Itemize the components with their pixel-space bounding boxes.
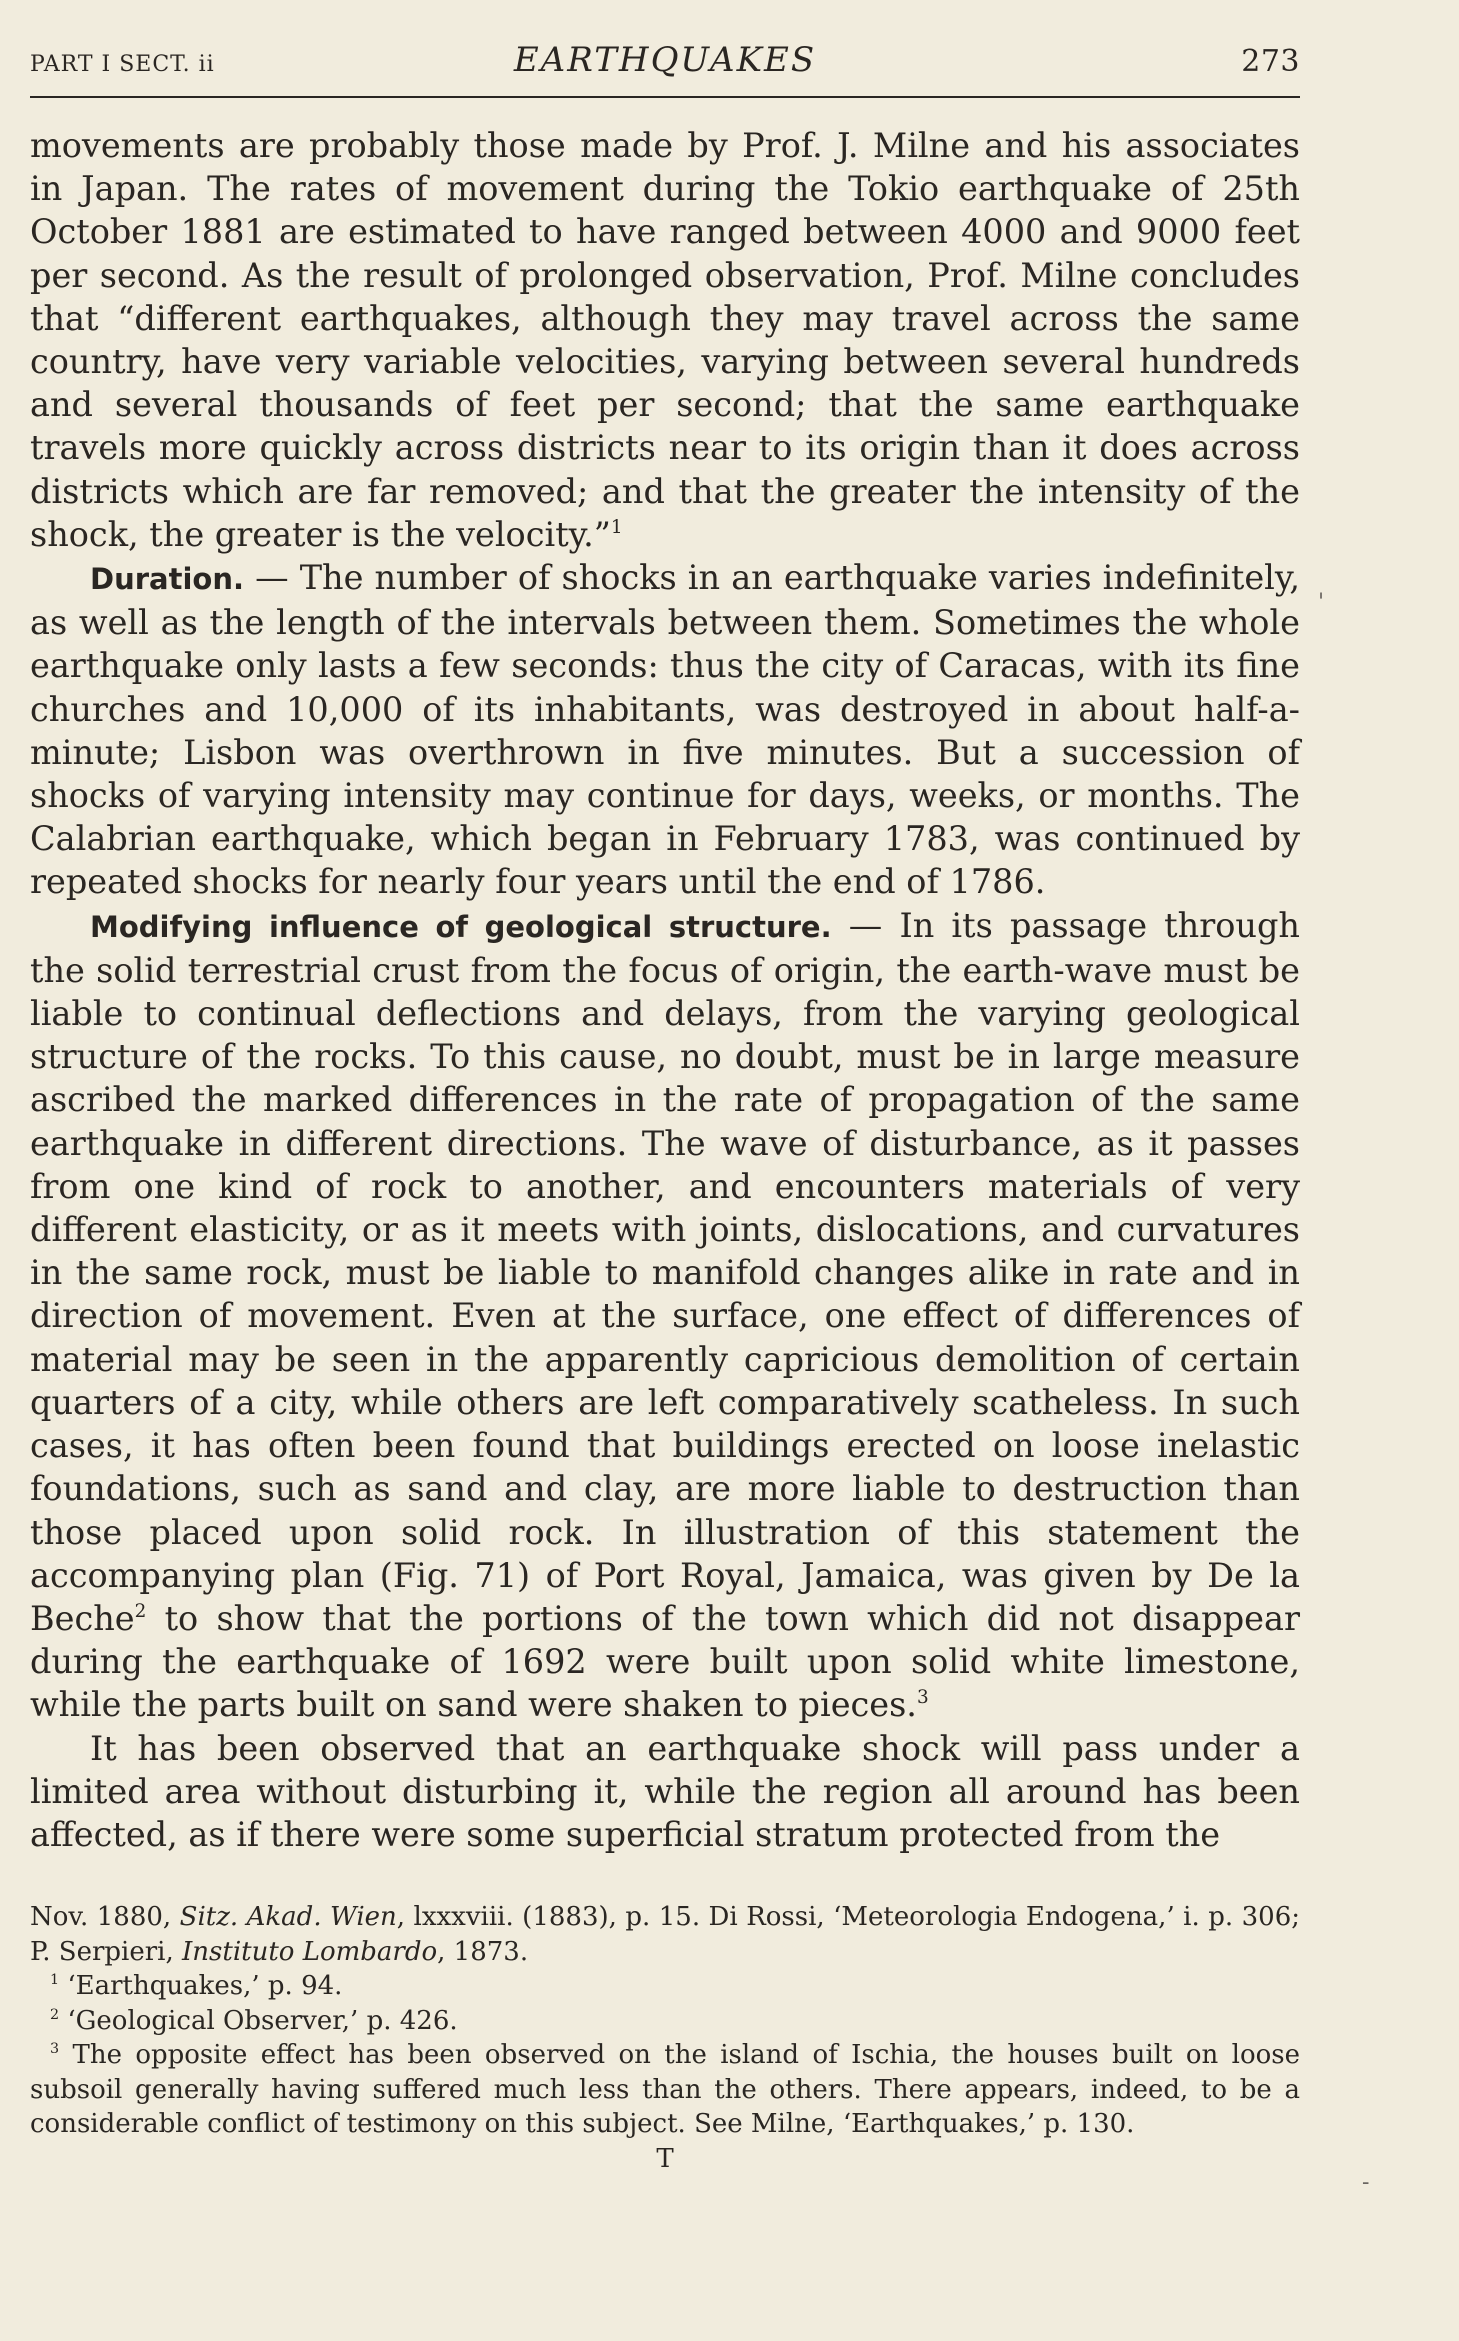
paragraph-text: — In its passage through the solid terrestrial crust from the focus of origin, the earth-wave must be liable to continual deflections and delays, from the varying geological structure of the rocks. To this cause, no doubt, must be in large measure ascribed the marked differences in the rate of propagation of the same earthquake in different directions. The wave of disturbance, as it passes from one kind of rock to another, and encounters materials of very different elasticity, or as it meets with joints, dislocations, and curvatures in the same rock, must be liable to manifold changes alike in rate and in direction of movement. Even at the surface, one effect of differences of material may be seen in the apparently capricious demolition of certain quarters of a city, while others are left comparatively scatheless. In such cases, it has often been found that buildings erected on loose inelastic foundations, such as sand and clay, are more liable to destruction than those placed upon solid rock. In illustration of this statement the accompanying plan (Fig. 71) of Port Royal, Jamaica, was given by De la Beche (30, 905, 1300, 1638)
margin-tick: - (1362, 2170, 1370, 2195)
footnote-text: The opposite effect has been observed on the island of Ischia, the houses built on loose subsoil generally having suffered much less than the others. There appears, indeed, to be a considerable conflict of testimony on this subject. See Milne, ‘Earthquakes,’ p. 130. (30, 2040, 1300, 2140)
footnote-2 (30, 2004, 1300, 2039)
footnote-text: , lxxxviii. (1883), p. 15. Di Rossi, ‘Meteorologia Endogena,’ i. p. 306; P. Serpieri, (30, 1902, 1300, 1967)
footnote-citation: Instituto Lombardo (182, 1936, 438, 1967)
modifying-heading: Modifying influence of geological structure. (90, 909, 832, 944)
footnote-citation: Sitz. Akad. Wien (179, 1902, 397, 1933)
footnote-1 (30, 1969, 1300, 2004)
footnote-mark: 3 (50, 2041, 60, 2058)
section-label: PART I SECT. ii (30, 52, 215, 77)
running-head (30, 40, 1300, 80)
footnote-text: ‘Geological Observer,’ p. 426. (59, 2005, 458, 2036)
duration-heading: Duration. (90, 562, 244, 597)
footnotes (30, 1900, 1300, 2142)
footnote-ref: 3 (916, 1687, 929, 1709)
footnote-ref: 1 (610, 516, 623, 538)
footnote-continuation (30, 1900, 1300, 1969)
footnote-mark: 2 (50, 2006, 60, 2023)
paragraph-text: movements are probably those made by Prof. J. Milne and his associates in Japan. The rates of movement during the Tokio earthquake of 25th October 1881 are estimated to have ranged between 4000 and 9000 feet per second. As the result of prolonged observation, Prof. Milne concludes that “different earthquakes, although they may travel across the same country, have very variable velocities, varying between several hundreds and several thousands of feet per second; that the same earthquake travels more quickly across districts near to its origin than it does across districts which are far removed; and that the greater the intensity of the shock, the greater is the velocity.” (30, 126, 1300, 554)
footnote-3 (30, 2038, 1300, 2142)
footnote-mark: 1 (50, 1972, 60, 1989)
paragraph-geological-structure (30, 904, 1300, 1727)
book-page (30, 40, 1300, 2174)
paragraph-shock-area (30, 1727, 1300, 1857)
footnote-text: , 1873. (437, 1936, 529, 1967)
paragraph-text: — The number of shocks in an earthquake varies indefinitely, as well as the length of the intervals between them. Sometimes the whole earthquake only lasts a few seconds: thus the city of Caracas, with its fine churches and 10,000 of its inhabitants, was destroyed in about half-a-minute; Lisbon was overthrown in five minutes. But a succession of shocks of varying intensity may continue for days, weeks, or months. The Calabrian earthquake, which began in February 1783, was continued by repeated shocks for nearly four years until the end of 1786. (30, 558, 1300, 902)
header-rule (30, 96, 1300, 98)
paragraph-text: to show that the portions of the town which did not disappear during the earthquake of 1692 were built upon solid white limestone, while the parts built on sand were shaken to pieces. (30, 1598, 1300, 1725)
footnote-text: ‘Earthquakes,’ p. 94. (59, 1971, 343, 2002)
signature-mark: T (656, 2143, 674, 2174)
page-title: EARTHQUAKES (513, 40, 817, 80)
footnote-ref: 2 (134, 1601, 147, 1623)
footnote-text: Nov. 1880, (30, 1902, 180, 1933)
main-text (30, 124, 1300, 1856)
page-number: 273 (1241, 44, 1300, 79)
paragraph-duration (30, 556, 1300, 904)
paragraph-text: It has been observed that an earthquake shock will pass under a limited area without disturbing it, while the region all around has been affected, as if there were some superficial stratum protected from the (30, 1728, 1300, 1854)
paragraph-velocity (30, 124, 1300, 556)
margin-tick: ' (1318, 590, 1325, 615)
